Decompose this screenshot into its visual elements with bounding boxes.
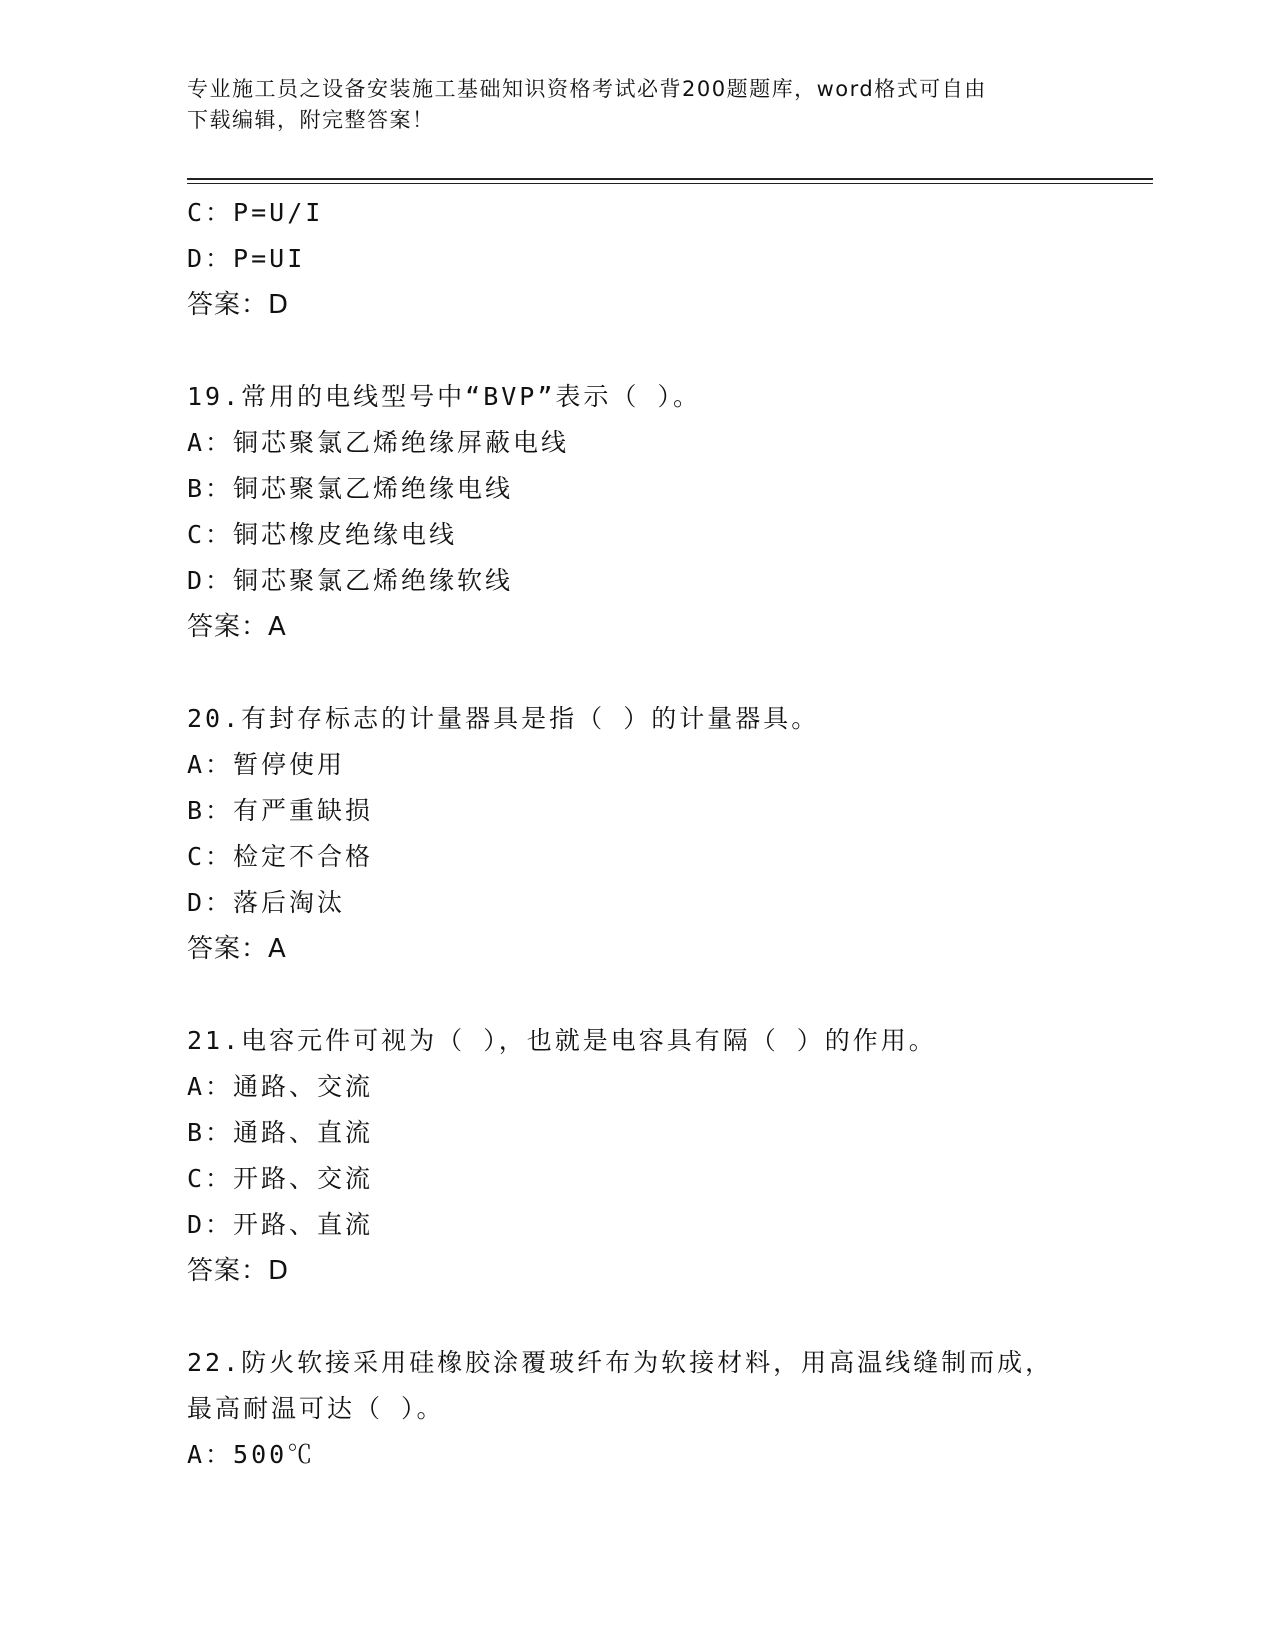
option-d: D：P=UI xyxy=(187,244,306,273)
option-c: C：检定不合格 xyxy=(187,842,374,871)
answer-label: 答案：A xyxy=(187,612,287,642)
header-divider xyxy=(187,178,1153,180)
question-list xyxy=(187,190,1147,1478)
option-a: A：铜芯聚氯乙烯绝缘屏蔽电线 xyxy=(187,428,570,457)
option-d: D：开路、直流 xyxy=(187,1210,374,1239)
question-stem: 21.电容元件可视为（ ），也就是电容具有隔（ ）的作用。 xyxy=(187,1026,937,1055)
option-a: A：暂停使用 xyxy=(187,750,346,779)
option-d: D：落后淘汰 xyxy=(187,888,346,917)
option-b: B：有严重缺损 xyxy=(187,796,374,825)
option-c: C：铜芯橡皮绝缘电线 xyxy=(187,520,458,549)
option-d: D：铜芯聚氯乙烯绝缘软线 xyxy=(187,566,514,595)
document-header xyxy=(187,74,1087,136)
question-stem: 20.有封存标志的计量器具是指（ ）的计量器具。 xyxy=(187,704,820,733)
header-divider-thin xyxy=(187,183,1153,184)
option-b: B：通路、直流 xyxy=(187,1118,374,1147)
question-stem: 19.常用的电线型号中“BVP”表示（ ）。 xyxy=(187,382,701,411)
header-line-1: 专业施工员之设备安装施工基础知识资格考试必背200题题库，word格式可自由 xyxy=(187,77,987,101)
option-c: C：开路、交流 xyxy=(187,1164,374,1193)
answer-label: 答案：D xyxy=(187,1256,290,1286)
answer-label: 答案：D xyxy=(187,290,290,320)
option-a: A：500℃ xyxy=(187,1440,316,1469)
header-line-2: 下载编辑，附完整答案！ xyxy=(187,108,435,132)
question-stem-continued: 最高耐温可达（ ）。 xyxy=(187,1394,445,1423)
option-b: B：铜芯聚氯乙烯绝缘电线 xyxy=(187,474,514,503)
answer-label: 答案：A xyxy=(187,934,287,964)
option-a: A：通路、交流 xyxy=(187,1072,374,1101)
question-stem: 22.防火软接采用硅橡胶涂覆玻纤布为软接材料，用高温线缝制而成， xyxy=(187,1348,1054,1377)
option-c: C：P=U/I xyxy=(187,198,324,227)
